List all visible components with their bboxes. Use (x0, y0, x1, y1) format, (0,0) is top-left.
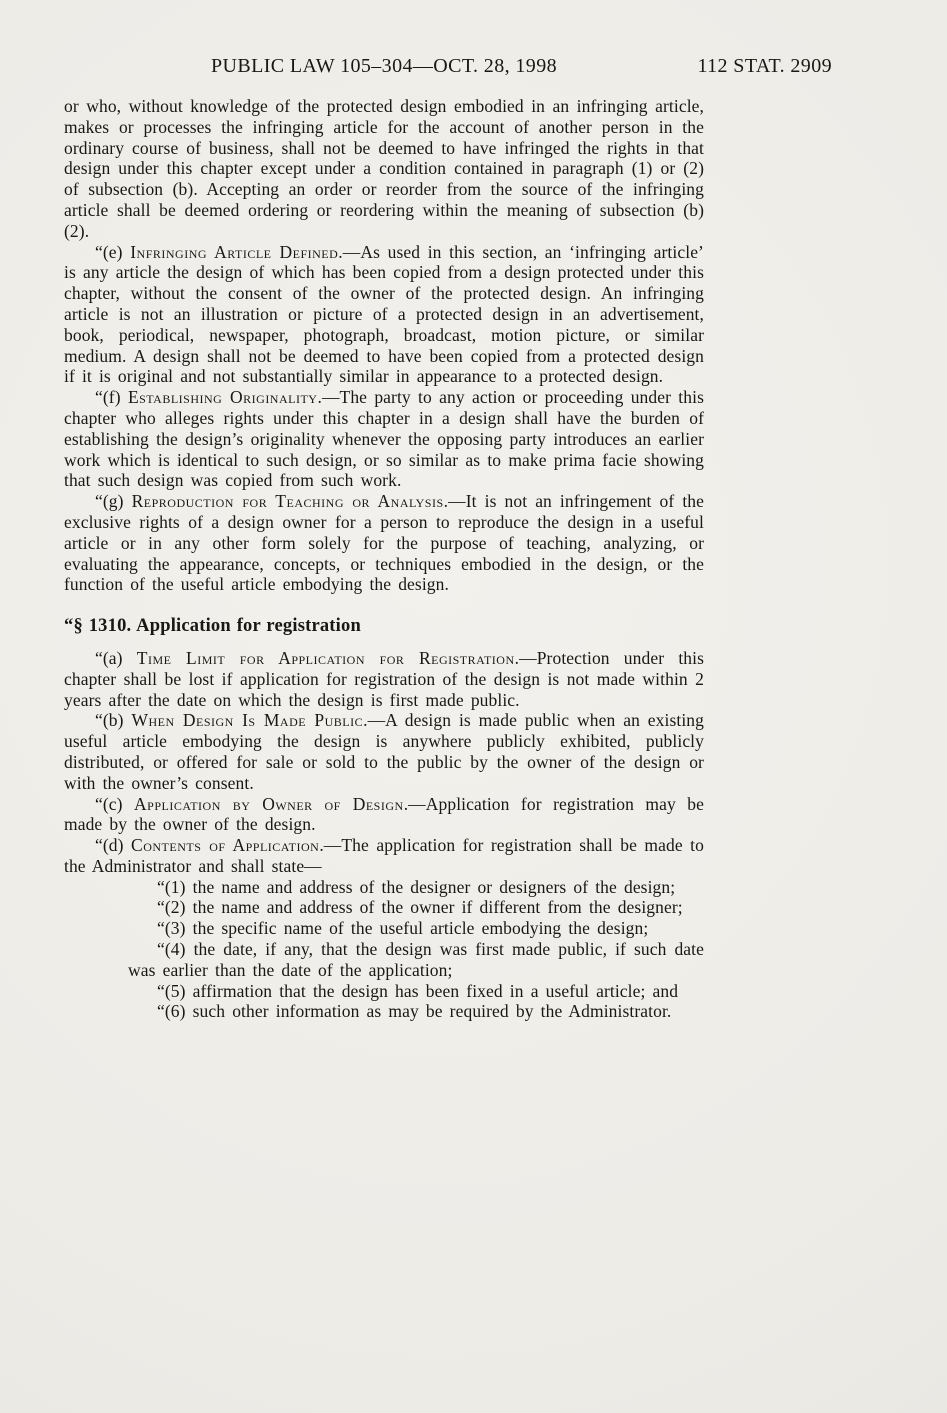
paragraph (128, 918, 704, 939)
defined-term: Contents of Application (131, 835, 320, 856)
paragraph (64, 835, 704, 877)
defined-term: Establishing Originality (127, 387, 318, 408)
paragraph (64, 387, 704, 491)
text-run: .—Protection under this chapter shall be lost if application for registration of the design is not made within 2 years after the date on which the design is first made public. (64, 647, 704, 710)
defined-term: Infringing Article Defined (130, 241, 339, 262)
text-run: .—It is not an infringement of the exclusive rights of a design owner for a person to reproduce the design in a useful article or in any other form solely for the purpose of teaching, analyzing, or evaluating the appearance, concepts, or techniques embodied in the design, or the function of the useful article embodying the design. (64, 491, 705, 595)
defined-term: When Design Is Made Public (131, 710, 364, 731)
paragraph (128, 877, 704, 898)
paragraph (128, 939, 704, 981)
paragraph (64, 710, 704, 793)
paragraph (64, 794, 704, 836)
text-run: .—The party to any action or proceeding under this chapter who alleges rights under this chapter in a design shall have the burden of establishing the design’s originality whenever the opposing party introduces an earlier work which is identical to such design, or so similar as to make prima facie showing that such design was copied from such work. (64, 387, 704, 491)
paragraph (128, 897, 704, 918)
text-run: .—The application for registration shall be made to the Administrator and shall state— (64, 835, 704, 876)
defined-term: Reproduction for Teaching or Analysis (131, 491, 444, 512)
text-run: .—Application for registration may be made by the owner of the design. (64, 793, 705, 835)
text-run: “(b) (95, 710, 132, 731)
text-run: “(6) such other information as may be required by the Administrator. (157, 1001, 672, 1022)
text-run: .—A design is made public when an existing useful article embodying the design is anywhere publicly exhibited, publicly distributed, or offered for sale or sold to the public by the owner of the design or with the owner’s consent. (64, 710, 704, 793)
text-run: .—As used in this section, an ‘infringing article’ is any article the design of which has been copied from a design protected under this chapter, without the consent of the owner of the protected design. An infringing article is not an illustration or picture of a protected design in an advertisement, book, periodical, newspaper, photograph, broadcast, motion picture, or similar medium. A design shall not be deemed to have been copied from a protected design if it is original and not substantially similar in appearance to a protected design. (64, 241, 704, 387)
defined-term: Time Limit for Application for Registration (136, 647, 515, 668)
paragraph (128, 981, 704, 1002)
text-run: “(5) affirmation that the design has been fixed in a useful article; and (157, 980, 679, 1001)
text-run: “(a) (95, 647, 137, 668)
text-run: “(2) the name and address of the owner if different from the designer; (157, 897, 683, 918)
paragraph (64, 96, 704, 242)
paragraph (128, 1001, 704, 1022)
paragraph (64, 648, 704, 710)
text-run: “(3) the specific name of the useful article embodying the design; (157, 918, 649, 939)
text-run: “(g) (95, 491, 132, 512)
text-run: “(e) (95, 241, 131, 262)
text-run: “(f) (95, 387, 128, 408)
paragraph (64, 242, 704, 388)
paragraph (64, 491, 704, 595)
text-run: “(1) the name and address of the designer or designers of the design; (157, 876, 676, 897)
text-run: or who, without knowledge of the protected design embodied in an infringing article, makes or processes the infringing article for the account of another person in the ordinary course of business, shall not be deemed to have infringed the rights in that design under this chapter except under a condition contained in paragraph (1) or (2) of subsection (b). Accepting an order or reorder from the source of the infringing article shall be deemed ordering or reordering within the meaning of subsection (b)(2). (64, 96, 704, 241)
section-heading (64, 616, 704, 637)
text-run: “(4) the date, if any, that the design was first made public, if such date was earlier than the date of the application; (128, 939, 704, 980)
text-run: “§ 1310. Application for registration (64, 616, 361, 637)
stat-page-number: 112 STAT. 2909 (697, 55, 832, 77)
running-head (64, 55, 832, 81)
text-run: “(d) (95, 835, 132, 856)
defined-term: Application by Owner of Design (134, 793, 404, 814)
text-run: “(c) (95, 793, 135, 814)
document-body (64, 96, 704, 1022)
law-title: PUBLIC LAW 105–304—OCT. 28, 1998 (210, 55, 557, 77)
